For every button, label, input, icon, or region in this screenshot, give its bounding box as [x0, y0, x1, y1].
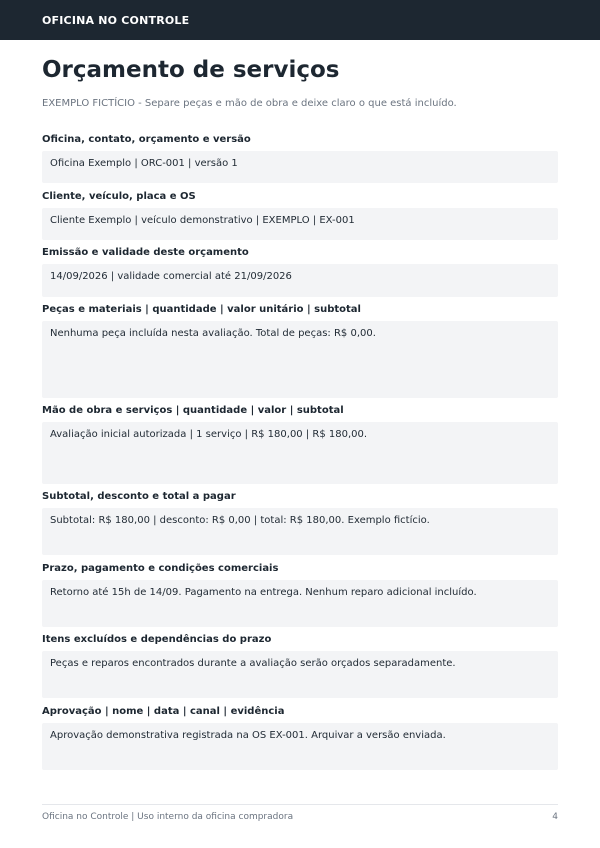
field-pecas-value: Nenhuma peça incluída nesta avaliação. Total de peças: R$ 0,00. — [50, 328, 376, 339]
field-cliente[interactable] — [42, 208, 558, 240]
field-oficina-value: Oficina Exemplo | ORC-001 | versão 1 — [50, 158, 238, 169]
field-mao-de-obra-value: Avaliação inicial autorizada | 1 serviço | R$ 180,00 | R$ 180,00. — [50, 429, 368, 440]
footer-text: Oficina no Controle | Uso interno da oficina compradora — [42, 812, 294, 822]
field-aprovacao-value: Aprovação demonstrativa registrada na OS EX-001. Arquivar a versão enviada. — [50, 730, 446, 741]
section-label-excluidos: Itens excluídos e dependências do prazo — [42, 634, 272, 645]
field-cliente-value: Cliente Exemplo | veículo demonstrativo | EXEMPLO | EX-001 — [50, 215, 355, 226]
field-oficina[interactable] — [42, 151, 558, 183]
brand-name: OFICINA NO CONTROLE — [42, 14, 190, 27]
section-label-pecas: Peças e materiais | quantidade | valor unitário | subtotal — [42, 304, 361, 315]
field-aprovacao[interactable] — [42, 723, 558, 770]
section-label-total: Subtotal, desconto e total a pagar — [42, 491, 236, 502]
field-excluidos[interactable] — [42, 651, 558, 698]
field-prazo-value: Retorno até 15h de 14/09. Pagamento na entrega. Nenhum reparo adicional incluído. — [50, 587, 477, 598]
field-emissao[interactable] — [42, 264, 558, 297]
field-excluidos-value: Peças e reparos encontrados durante a avaliação serão orçados separadamente. — [50, 658, 456, 669]
field-prazo[interactable] — [42, 580, 558, 627]
page-subtitle: EXEMPLO FICTÍCIO - Separe peças e mão de obra e deixe claro o que está incluído. — [42, 98, 457, 109]
section-label-emissao: Emissão e validade deste orçamento — [42, 247, 249, 258]
section-label-oficina: Oficina, contato, orçamento e versão — [42, 134, 251, 145]
header-bar — [0, 0, 600, 40]
section-label-aprovacao: Aprovação | nome | data | canal | evidência — [42, 706, 285, 717]
section-label-cliente: Cliente, veículo, placa e OS — [42, 191, 196, 202]
page-number: 4 — [552, 812, 558, 822]
footer-divider — [42, 804, 558, 805]
section-label-prazo: Prazo, pagamento e condições comerciais — [42, 563, 279, 574]
field-mao-de-obra[interactable] — [42, 422, 558, 484]
page-title: Orçamento de serviços — [42, 57, 340, 83]
field-total[interactable] — [42, 508, 558, 555]
field-pecas[interactable] — [42, 321, 558, 398]
field-emissao-value: 14/09/2026 | validade comercial até 21/09/2026 — [50, 271, 292, 282]
field-total-value: Subtotal: R$ 180,00 | desconto: R$ 0,00 | total: R$ 180,00. Exemplo fictício. — [50, 515, 430, 526]
section-label-mao-de-obra: Mão de obra e serviços | quantidade | valor | subtotal — [42, 405, 344, 416]
